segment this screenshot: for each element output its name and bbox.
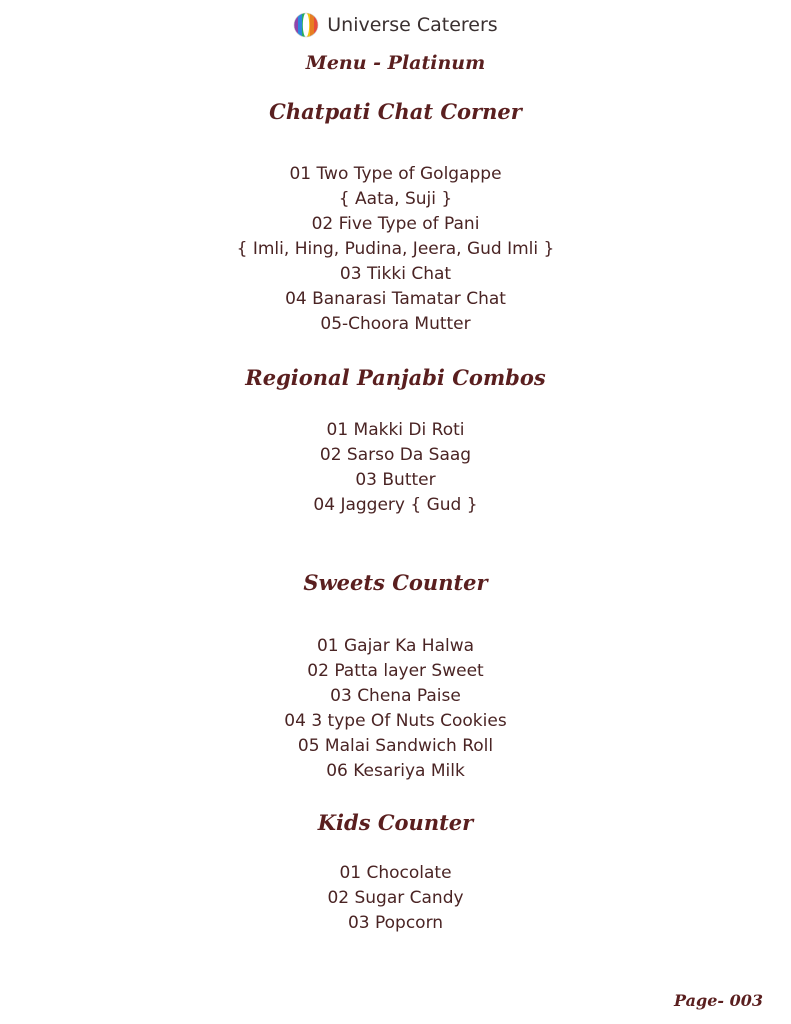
page-number: Page- 003 xyxy=(674,991,763,1010)
menu-item: 05 Malai Sandwich Roll xyxy=(297,736,494,756)
section-title-chatpati-chat-corner: Chatpati Chat Corner xyxy=(269,99,522,124)
menu-item: 02 Five Type of Pani xyxy=(311,214,480,234)
menu-item: 03 Popcorn xyxy=(347,913,444,933)
menu-item: 06 Kesariya Milk xyxy=(326,761,465,781)
section-items-regional-panjabi-combos xyxy=(0,418,791,518)
menu-item: 02 Sugar Candy xyxy=(327,888,464,908)
menu-item: 02 Sarso Da Saag xyxy=(319,445,472,465)
section-items-kids-counter xyxy=(0,861,791,936)
menu-item: 04 Jaggery { Gud } xyxy=(313,495,478,515)
menu-item: 01 Gajar Ka Halwa xyxy=(316,636,475,656)
brand-name: Universe Caterers xyxy=(327,14,498,36)
brand-logo-icon xyxy=(293,12,319,38)
menu-item: { Aata, Suji } xyxy=(338,189,453,209)
section-title-sweets-counter: Sweets Counter xyxy=(303,570,488,595)
menu-item: { Imli, Hing, Pudina, Jeera, Gud Imli } xyxy=(236,239,555,259)
menu-item: 03 Chena Paise xyxy=(330,686,461,706)
section-title-regional-panjabi-combos: Regional Panjabi Combos xyxy=(245,365,546,390)
section-title-kids-counter: Kids Counter xyxy=(317,810,474,835)
menu-item: 01 Chocolate xyxy=(339,863,452,883)
section-items-chatpati-chat-corner xyxy=(0,162,791,337)
menu-item: 01 Two Type of Golgappe xyxy=(289,164,502,184)
header xyxy=(0,12,791,38)
menu-title: Menu - Platinum xyxy=(305,52,486,74)
menu-item: 04 3 type Of Nuts Cookies xyxy=(284,711,507,731)
menu-item: 05-Choora Mutter xyxy=(320,314,471,334)
menu-item: 01 Makki Di Roti xyxy=(326,420,465,440)
menu-item: 03 Butter xyxy=(355,470,436,490)
menu-item: 02 Patta layer Sweet xyxy=(307,661,484,681)
menu-item: 04 Banarasi Tamatar Chat xyxy=(285,289,506,309)
menu-item: 03 Tikki Chat xyxy=(339,264,452,284)
section-items-sweets-counter xyxy=(0,634,791,784)
